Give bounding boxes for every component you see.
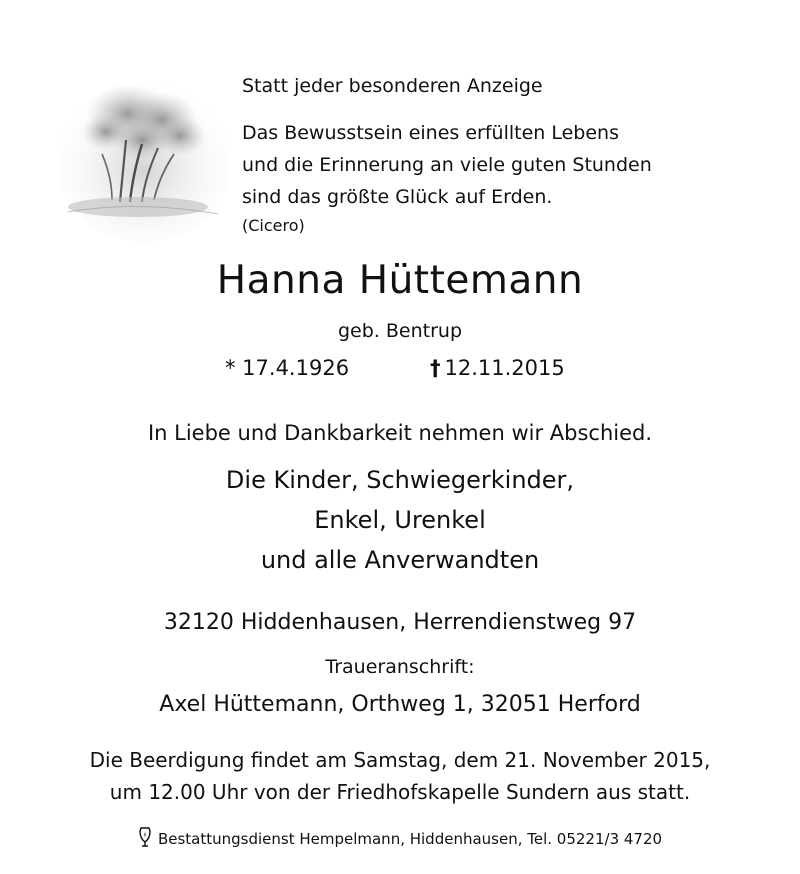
deceased-name: Hanna Hüttemann bbox=[216, 258, 584, 303]
farewell-text: In Liebe und Dankbarkeit nehmen wir Abschied. bbox=[147, 421, 653, 445]
cross-icon: † bbox=[430, 356, 441, 380]
quote-line-3: sind das größte Glück auf Erden. bbox=[242, 186, 553, 208]
notice-text: Statt jeder besonderen Anzeige bbox=[242, 75, 543, 97]
quote-line-2: und die Erinnerung an viele guten Stunden bbox=[242, 154, 652, 176]
mourning-address-label: Traueranschrift: bbox=[325, 656, 475, 678]
death-date-group bbox=[430, 356, 565, 380]
funeral-line-1: Die Beerdigung findet am Samstag, dem 21. November 2015, bbox=[89, 748, 711, 772]
footer bbox=[0, 826, 800, 852]
footer-text: Bestattungsdienst Hempelmann, Hiddenhausen, Tel. 05221/3 4720 bbox=[157, 830, 663, 848]
maiden-name: geb. Bentrup bbox=[337, 320, 463, 342]
mourners-line-3: und alle Anverwandten bbox=[260, 546, 540, 574]
quote-source: (Cicero) bbox=[242, 216, 305, 235]
mourning-address: Axel Hüttemann, Orthweg 1, 32051 Herford bbox=[159, 692, 641, 717]
home-address: 32120 Hiddenhausen, Herrendienstweg 97 bbox=[163, 610, 637, 635]
funeral-line-2: um 12.00 Uhr von der Friedhofskapelle Sundern aus statt. bbox=[109, 780, 691, 804]
mourners-line-2: Enkel, Urenkel bbox=[314, 506, 486, 534]
death-date: 12.11.2015 bbox=[444, 356, 565, 380]
lantern-icon bbox=[138, 826, 152, 852]
trees-illustration bbox=[58, 62, 230, 242]
birth-date: * 17.4.1926 bbox=[225, 356, 350, 380]
quote-line-1: Das Bewusstsein eines erfüllten Lebens bbox=[242, 122, 619, 144]
mourners-line-1: Die Kinder, Schwiegerkinder, bbox=[225, 466, 575, 494]
